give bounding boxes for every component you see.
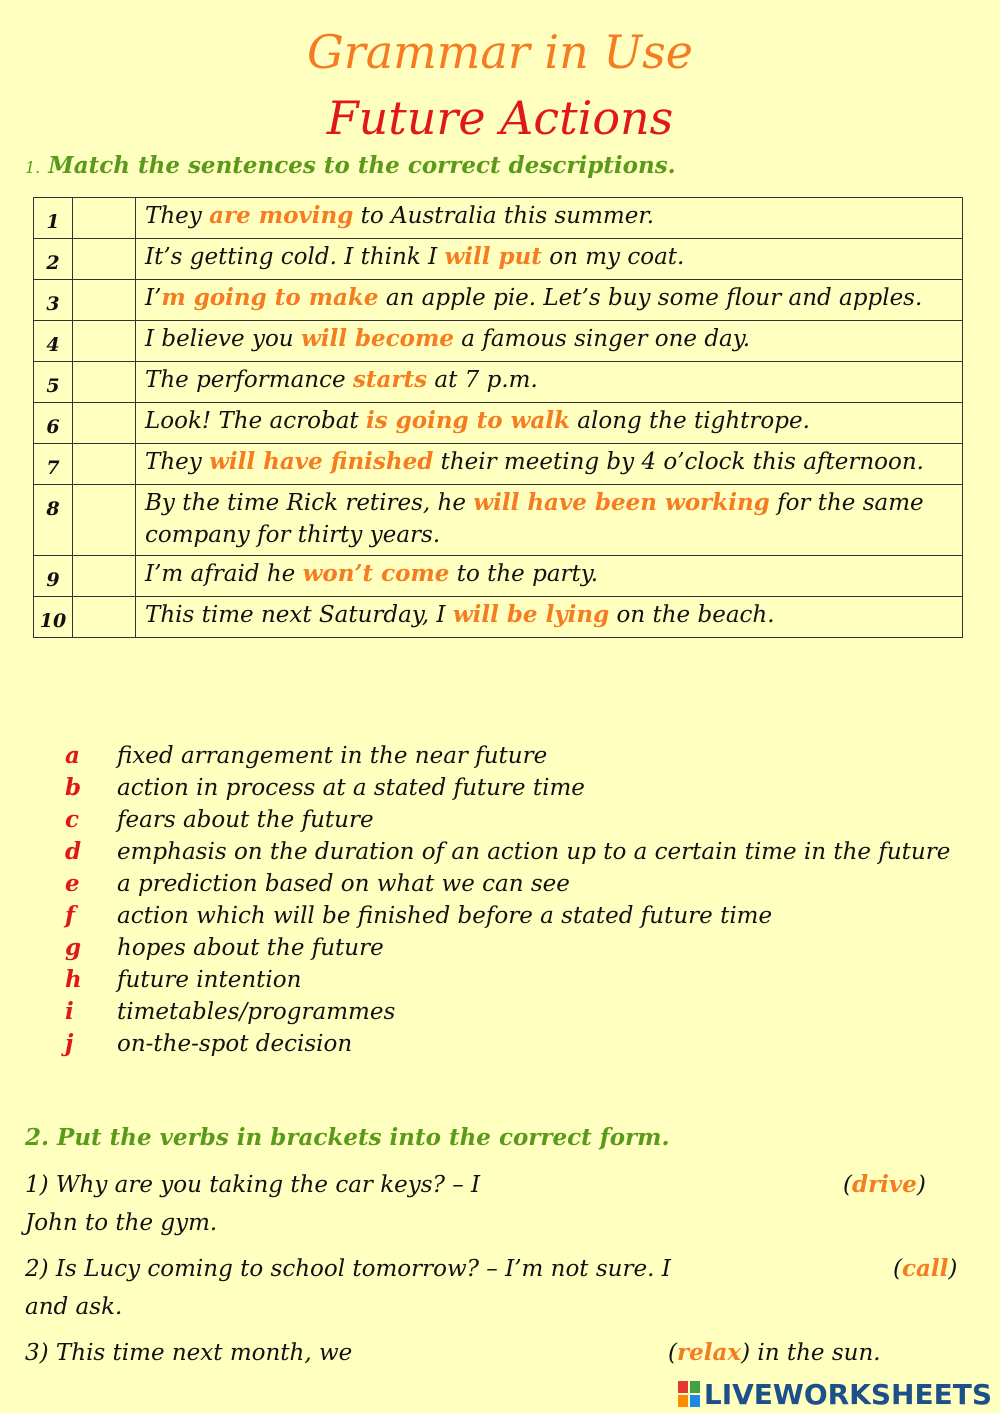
description-text: hopes about the future <box>117 935 384 961</box>
description-item <box>55 900 955 932</box>
description-text: emphasis on the duration of an action up to a certain time in the future <box>117 839 951 865</box>
brand-logo <box>678 1377 992 1411</box>
sentence-cell <box>136 362 963 403</box>
verb-hint: (drive) <box>843 1171 926 1198</box>
sentence-cell <box>136 321 963 362</box>
page-subtitle: Future Actions <box>326 91 674 145</box>
highlighted-verb: are moving <box>209 202 354 229</box>
exercise2-item-1 <box>25 1166 960 1242</box>
sentence-cell <box>136 485 963 556</box>
item-text: 3) This time next month, we <box>25 1340 353 1366</box>
highlighted-verb: will become <box>300 325 454 352</box>
sentence-cell <box>136 403 963 444</box>
descriptions-list <box>55 740 955 1060</box>
description-letter: e <box>65 870 80 897</box>
verb: relax <box>676 1339 742 1366</box>
description-text: fixed arrangement in the near future <box>117 743 548 769</box>
description-text: future intention <box>117 967 302 993</box>
table-row <box>34 485 963 556</box>
verb: drive <box>851 1171 917 1198</box>
sentence-pre: I’m afraid he <box>145 561 303 587</box>
description-item <box>55 932 955 964</box>
highlighted-verb: starts <box>352 366 428 393</box>
sentence-post: at 7 p.m. <box>427 367 538 393</box>
answer-cell[interactable] <box>73 362 136 403</box>
answer-cell[interactable] <box>73 280 136 321</box>
row-number: 7 <box>34 444 73 485</box>
table-row <box>34 403 963 444</box>
exercise1-instruction <box>25 152 676 179</box>
sentence-post: their meeting by 4 o’clock this afternoon. <box>433 449 924 475</box>
sentence-post: on the beach. <box>609 602 775 628</box>
matching-table <box>33 197 963 638</box>
sentence-cell <box>136 280 963 321</box>
exercise2-item-2 <box>25 1250 960 1326</box>
description-item <box>55 1028 955 1060</box>
table-row <box>34 239 963 280</box>
description-item <box>55 996 955 1028</box>
row-number: 2 <box>34 239 73 280</box>
exercise2-instruction: 2. Put the verbs in brackets into the correct form. <box>25 1124 670 1151</box>
sentence-pre: They <box>145 203 210 229</box>
sentence-pre: They <box>145 449 210 475</box>
item-text: 1) Why are you taking the car keys? – I <box>25 1172 481 1198</box>
sentence-pre: The performance <box>145 367 353 393</box>
item-after: in the sun. <box>750 1340 881 1366</box>
description-item <box>55 836 955 868</box>
description-letter: g <box>65 934 82 961</box>
description-letter: a <box>65 742 80 769</box>
description-text: timetables/programmes <box>117 999 396 1025</box>
description-text: action which will be finished before a stated future time <box>117 903 773 929</box>
row-number: 6 <box>34 403 73 444</box>
table-row <box>34 556 963 597</box>
answer-cell[interactable] <box>73 597 136 638</box>
answer-cell[interactable] <box>73 403 136 444</box>
table-row <box>34 444 963 485</box>
row-number: 5 <box>34 362 73 403</box>
highlighted-verb: will put <box>444 243 542 270</box>
table-row <box>34 198 963 239</box>
sentence-post: along the tightrope. <box>569 408 810 434</box>
sentence-cell <box>136 556 963 597</box>
sentence-pre: I’ <box>145 285 162 311</box>
verb-hint: (call) <box>893 1255 958 1282</box>
sentence-pre: I believe you <box>145 326 301 352</box>
sentence-cell <box>136 239 963 280</box>
sentence-post: on my coat. <box>541 244 685 270</box>
exercise1-number: 1. <box>25 158 41 177</box>
exercise1-instruction-text: Match the sentences to the correct descriptions. <box>48 152 676 179</box>
description-item <box>55 804 955 836</box>
sentence-pre: It’s getting cold. I think I <box>145 244 445 270</box>
verb-hint: (relax) in the sun. <box>668 1339 881 1366</box>
sentence-post: for the same company for thirty years. <box>145 490 924 548</box>
description-letter: f <box>65 902 75 929</box>
answer-cell[interactable] <box>73 556 136 597</box>
description-item <box>55 772 955 804</box>
sentence-post: a famous singer one day. <box>454 326 751 352</box>
answer-cell[interactable] <box>73 485 136 556</box>
sentence-pre: By the time Rick retires, he <box>145 490 474 516</box>
row-number: 9 <box>34 556 73 597</box>
highlighted-verb: will have been working <box>473 489 770 516</box>
exercise2-item-3 <box>25 1334 960 1372</box>
description-text: fears about the future <box>117 807 374 833</box>
sentence-post: to the party. <box>449 561 599 587</box>
description-item <box>55 868 955 900</box>
description-item <box>55 964 955 996</box>
item-continuation: John to the gym. <box>25 1210 218 1236</box>
brand-name: LIVEWORKSHEETS <box>703 1377 992 1411</box>
description-text: action in process at a stated future time <box>117 775 585 801</box>
sentence-cell <box>136 597 963 638</box>
description-letter: h <box>65 966 82 993</box>
description-letter: c <box>65 806 80 833</box>
sentence-post: an apple pie. Let’s buy some flour and apples. <box>378 285 923 311</box>
description-item <box>55 740 955 772</box>
answer-cell[interactable] <box>73 198 136 239</box>
sentence-pre: Look! The acrobat <box>145 408 366 434</box>
description-text: on-the-spot decision <box>117 1031 353 1057</box>
answer-cell[interactable] <box>73 239 136 280</box>
brand-mark-icon <box>678 1381 700 1407</box>
description-text: a prediction based on what we can see <box>117 871 570 897</box>
highlighted-verb: won’t come <box>302 560 450 587</box>
description-letter: b <box>65 774 82 801</box>
answer-cell[interactable] <box>73 321 136 362</box>
item-text: 2) Is Lucy coming to school tomorrow? – I’m not sure. I <box>25 1256 671 1282</box>
item-continuation: and ask. <box>25 1294 123 1320</box>
description-letter: i <box>65 998 74 1025</box>
table-row <box>34 321 963 362</box>
answer-cell[interactable] <box>73 444 136 485</box>
page-title: Grammar in Use <box>307 25 693 79</box>
row-number: 10 <box>34 597 73 638</box>
sentence-cell <box>136 444 963 485</box>
description-letter: j <box>65 1030 74 1057</box>
highlighted-verb: m going to make <box>161 284 379 311</box>
sentence-pre: This time next Saturday, I <box>145 602 453 628</box>
table-row <box>34 280 963 321</box>
row-number: 3 <box>34 280 73 321</box>
row-number: 1 <box>34 198 73 239</box>
verb: call <box>901 1255 949 1282</box>
table-row <box>34 362 963 403</box>
highlighted-verb: will be lying <box>452 601 610 628</box>
table-row <box>34 597 963 638</box>
sentence-cell <box>136 198 963 239</box>
row-number: 8 <box>34 485 73 556</box>
row-number: 4 <box>34 321 73 362</box>
highlighted-verb: is going to walk <box>365 407 570 434</box>
highlighted-verb: will have finished <box>209 448 434 475</box>
sentence-post: to Australia this summer. <box>353 203 655 229</box>
description-letter: d <box>65 838 82 865</box>
